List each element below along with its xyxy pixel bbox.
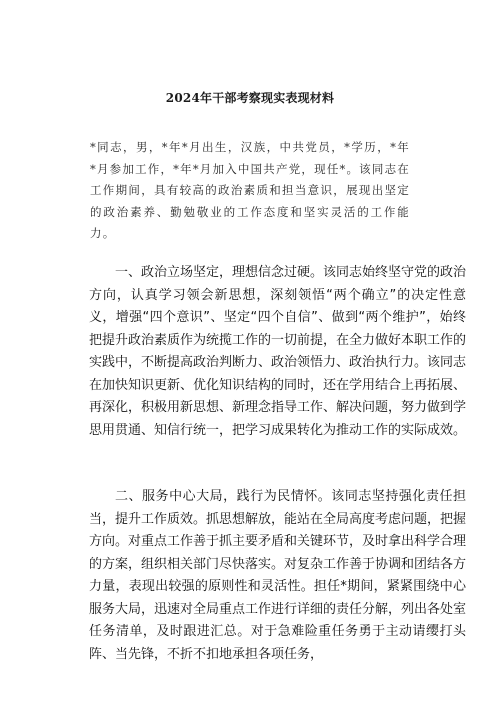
body-paragraph-service: 二、服务中心大局，践行为民情怀。该同志坚持强化责任担当，提升工作质效。抓思想解放，能站在全局高度考虑问题，把握方向。对重点工作善于抓主要矛盾和关键环节，及时拿出科学合理的方案，组织相关部门尽快落实。对复杂工作善于协调和团结各方力量，表现出较强的原则性和灵活性。担任*期间，紧紧围绕中心服务大局，迅速对全局重点工作进行详细的责任分解，列出各处室任务清单，及时跟进汇总。对于急难险重任务勇于主动请缨打头阵、当先锋，不折不扣地承担各项任务， (89, 489, 467, 662)
document-title: 2024年干部考察现实表现材料 (165, 91, 335, 105)
intro-paragraph: *同志，男，*年*月出生，汉族，中共党员，*学历，*年*月参加工作，*年*月加入中国共产党，现任*。该同志在工作期间，具有较高的政治素质和担当意识，展现出坚定的政治素养、勤勉敬业的工作态度和坚实灵活的工作能力。 (90, 140, 410, 240)
body-paragraph-political: 一、政治立场坚定，理想信念过硬。该同志始终坚守党的政治方向，认真学习领会新思想，深刻领悟“两个确立”的决定性意义，增强“四个意识”、坚定“四个自信”、做到“两个维护”，始终把提升政治素质作为统揽工作的一切前提，在全力做好本职工作的实践中，不断提高政治判断力、政治领悟力、政治执行力。该同志在加快知识更新、优化知识结构的同时，还在学用结合上再拓展、再深化，积极用新思想、新理念指导工作、解决问题，努力做到学思用贯通、知信行统一，把学习成果转化为推动工作的实际成效。 (89, 265, 467, 438)
